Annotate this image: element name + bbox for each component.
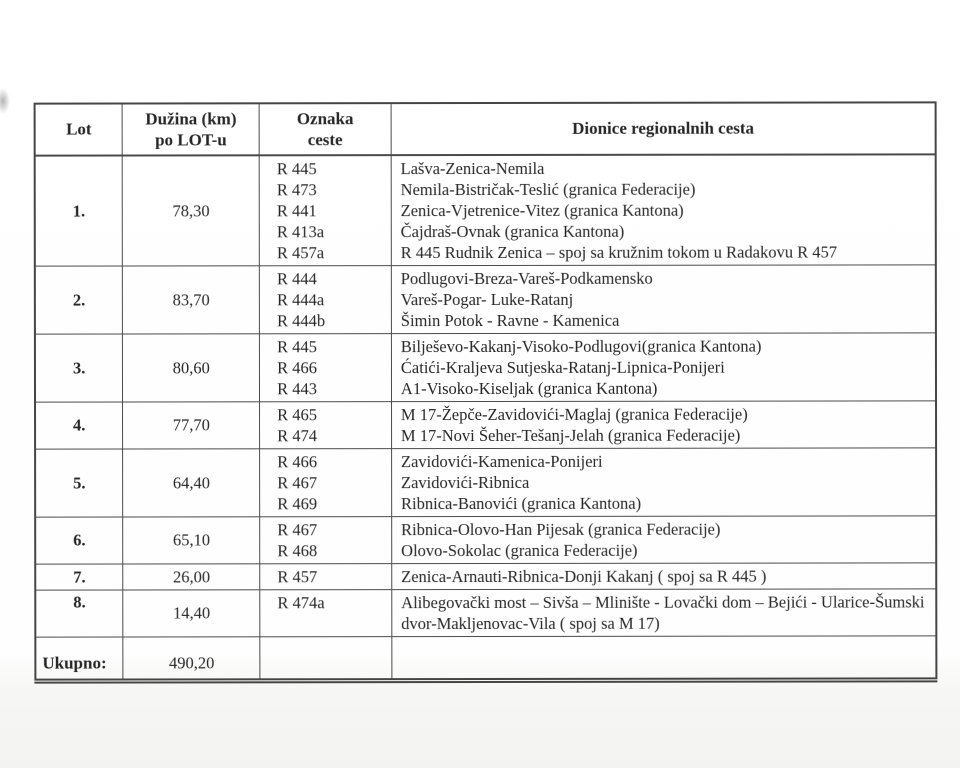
route-segment: Podlugovi-Breza-Vareš-Podkamensko (400, 268, 653, 289)
lot-cell: 8. (35, 590, 123, 637)
route-code: R 467 (277, 520, 318, 540)
scan-artifact (0, 88, 10, 114)
route-segment: Zavidovići-Ribnica (401, 472, 530, 493)
lot-cell: 7. (35, 564, 123, 590)
route-code: R 444a (277, 290, 325, 310)
route-code: R 457a (276, 243, 325, 263)
route-code: R 441 (276, 201, 317, 221)
table-row (35, 265, 936, 334)
route-code: R 473 (276, 180, 317, 200)
route-segment: M 17-Novi Šeher-Tešanj-Jelah (granica Federacije) (400, 425, 741, 446)
header-label: Dionice regionalnih cesta (572, 118, 755, 138)
total-value: 490,20 (123, 637, 260, 681)
duzina-cell: 77,70 (123, 402, 260, 449)
route-segment: Alibegovački most – Sivša – Mlinište - Lovački dom – Bejići - Ularice-Šumski dvor-Makljenovac-Vila ( spoj sa M 17) (401, 592, 925, 634)
total-label: Ukupno: (35, 637, 123, 681)
empty-cell (392, 636, 937, 681)
dionice-cell (391, 401, 936, 449)
column-header-dionice (391, 102, 936, 155)
oznaka-cell (259, 155, 391, 266)
route-segment: Ribnica-Olovo-Han Pijesak (granica Federacije) (401, 519, 721, 540)
oznaka-cell (260, 449, 392, 517)
route-code: R 466 (277, 358, 318, 378)
column-header-oznaka (259, 103, 391, 155)
route-code: R 443 (277, 379, 318, 399)
dionice-cell (392, 516, 937, 564)
duzina-cell: 14,40 (123, 590, 260, 637)
route-segment: Vareš-Pogar- Luke-Ratanj (400, 289, 574, 310)
oznaka-cell (260, 564, 392, 590)
column-header-duzina (123, 103, 260, 155)
route-segment: Šimin Potok - Ravne - Kamenica (400, 310, 620, 331)
table-row (35, 401, 936, 449)
header-label: Oznaka (296, 109, 354, 129)
route-segment: R 445 Rudnik Zenica – spoj sa kružnim tokom u Radakovu R 457 (400, 242, 838, 263)
dionice-cell (391, 265, 936, 334)
route-code: R 444b (277, 311, 326, 331)
empty-cell (260, 637, 392, 681)
table-row (35, 333, 936, 402)
route-code: R 468 (277, 541, 318, 561)
route-segment: Zavidovići-Kamenica-Ponijeri (400, 451, 603, 472)
oznaka-cell (260, 334, 392, 402)
duzina-cell: 78,30 (123, 155, 260, 266)
route-segment: Nemila-Bistričak-Teslić (granica Federacije) (400, 179, 696, 200)
header-label: ceste (307, 130, 343, 150)
header-label: Lot (66, 119, 92, 139)
dionice-cell (391, 154, 936, 265)
regional-roads-table (34, 101, 938, 683)
route-code: R 467 (277, 473, 318, 493)
lot-cell: 5. (35, 449, 123, 517)
route-code: R 457 (277, 567, 318, 587)
table-row (35, 563, 936, 590)
route-code: R 413a (276, 222, 325, 242)
route-segment: M 17-Žepče-Zavidovići-Maglaj (granica Federacije) (400, 404, 748, 425)
duzina-cell: 80,60 (123, 334, 260, 402)
oznaka-cell (259, 266, 391, 334)
duzina-cell: 64,40 (123, 449, 260, 517)
dionice-cell (391, 333, 936, 402)
route-code: R 474a (277, 593, 325, 613)
duzina-cell: 83,70 (123, 266, 260, 334)
route-segment: Lašva-Zenica-Nemila (400, 158, 545, 179)
table-row (35, 154, 936, 266)
route-code: R 445 (277, 337, 317, 357)
lot-cell: 2. (35, 266, 123, 334)
header-label: Dužina (km) (145, 109, 237, 129)
route-code: R 465 (277, 405, 318, 425)
route-segment: Ribnica-Banovići (granica Kantona) (401, 493, 642, 514)
total-row (35, 636, 936, 681)
route-segment: Zenica-Arnauti-Ribnica-Donji Kakanj ( spoj sa R 445 ) (401, 566, 767, 587)
oznaka-cell (260, 517, 392, 564)
header-row (35, 102, 936, 155)
duzina-cell: 26,00 (123, 564, 260, 590)
duzina-cell: 65,10 (123, 517, 260, 564)
lot-cell: 4. (35, 402, 123, 449)
lot-cell: 1. (35, 156, 123, 267)
oznaka-cell (260, 402, 392, 449)
route-segment: Zenica-Vjetrenice-Vitez (granica Kantona) (400, 200, 684, 221)
dionice-cell (391, 448, 936, 517)
route-code: R 469 (277, 494, 318, 514)
dionice-cell (392, 563, 937, 590)
route-code: R 474 (277, 426, 318, 446)
route-code: R 466 (277, 452, 318, 472)
route-segment: Čajdraš-Ovnak (granica Kantona) (400, 221, 625, 242)
table-row (35, 516, 936, 564)
route-segment: A1-Visoko-Kiseljak (granica Kantona) (400, 378, 658, 399)
lot-cell: 3. (35, 334, 123, 402)
route-segment: Olovo-Sokolac (granica Federacije) (401, 540, 638, 561)
dionice-cell (392, 589, 937, 637)
route-code: R 445 (276, 159, 317, 179)
route-segment: Bilješevo-Kakanj-Visoko-Podlugovi(granica Kantona) (400, 336, 762, 357)
header-label: po LOT-u (155, 130, 227, 150)
table-row (35, 589, 936, 637)
route-code: R 444 (276, 269, 317, 289)
column-header-lot (35, 104, 123, 156)
route-segment: Ćatići-Kraljeva Sutjeska-Ratanj-Lipnica-Ponijeri (400, 357, 725, 378)
table-row (35, 448, 936, 517)
oznaka-cell (260, 590, 392, 637)
lot-cell: 6. (35, 517, 123, 564)
